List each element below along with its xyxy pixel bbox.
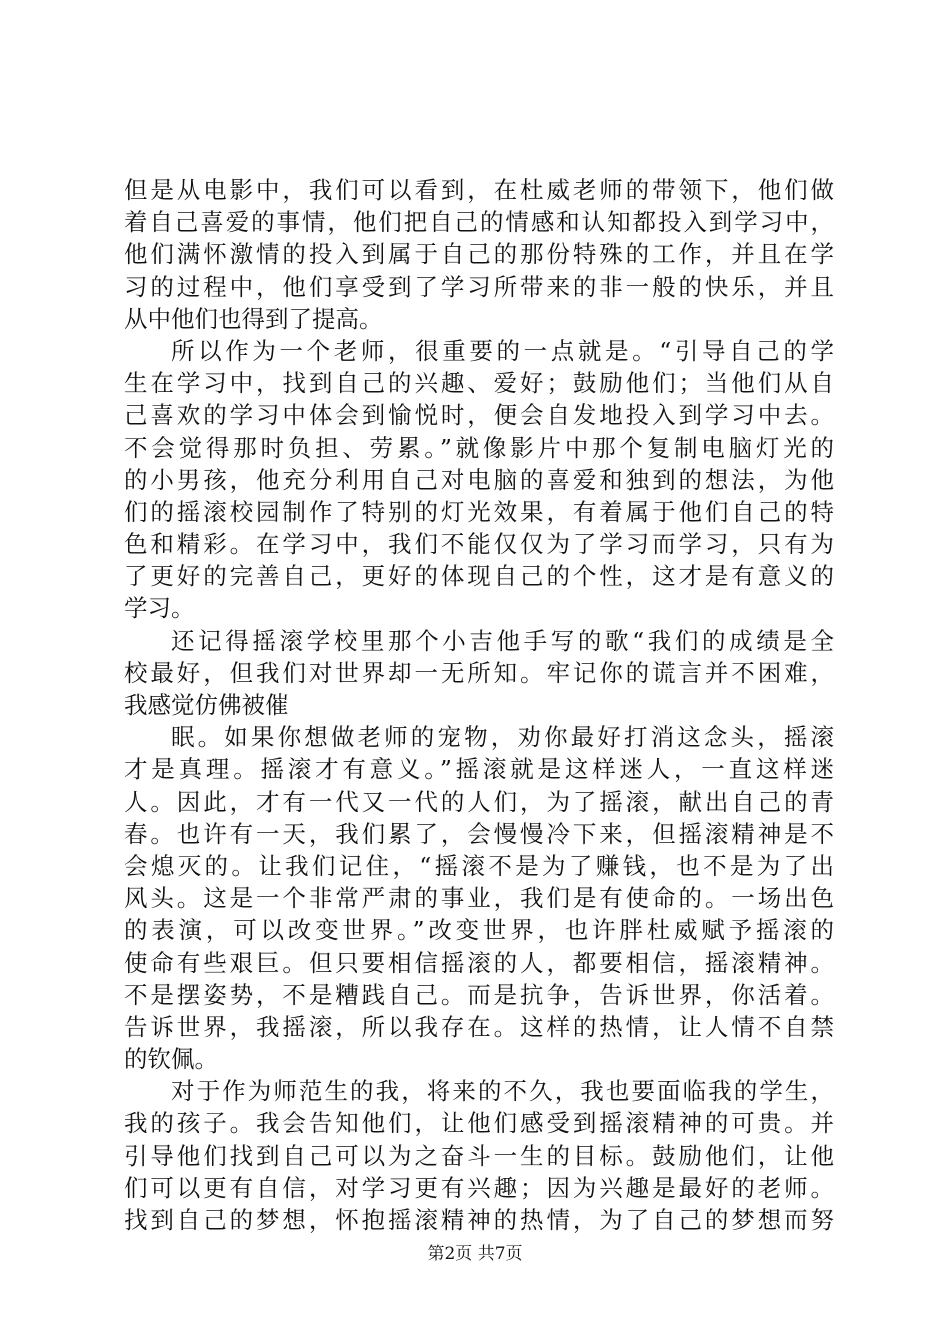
paragraph-first-line: 还记得摇滚学校里那个小吉他手写的歌“我们的成绩是全: [171, 626, 834, 655]
text-line: 的小男孩，他充分利用自己对电脑的喜爱和独到的想法，为他: [124, 465, 834, 494]
text-line: 的钦佩。: [124, 1045, 218, 1074]
text-line: 他们满怀激情的投入到属于自己的那份特殊的工作，并且在学: [124, 240, 834, 269]
paragraph-first-line: 眠。如果你想做老师的宠物，劝你最好打消这念头，摇滚: [171, 723, 834, 752]
text-line: 人。因此，才有一代又一代的人们，为了摇滚，献出自己的青: [124, 787, 834, 816]
text-line: 风头。这是一个非常严肃的事业，我们是有使命的。一场出色: [124, 884, 834, 913]
text-line: 引导他们找到自己可以为之奋斗一生的目标。鼓励他们，让他: [124, 1141, 834, 1170]
text-line: 们可以更有自信，对学习更有兴趣；因为兴趣是最好的老师。: [124, 1173, 834, 1202]
text-line: 但是从电影中，我们可以看到，在杜威老师的带领下，他们做: [124, 176, 834, 204]
text-line: 告诉世界，我摇滚，所以我存在。这样的热情，让人情不自禁: [124, 1012, 834, 1041]
text-line: 色和精彩。在学习中，我们不能仅仅为了学习而学习，只有为: [124, 530, 834, 559]
text-line: 的表演，可以改变世界。”改变世界，也许胖杜威赋予摇滚的: [124, 916, 834, 945]
text-line: 春。也许有一天，我们累了，会慢慢冷下来，但摇滚精神是不: [124, 819, 834, 848]
text-line: 会熄灭的。让我们记住，“摇滚不是为了赚钱，也不是为了出: [124, 851, 834, 880]
text-line: 我的孩子。我会告知他们，让他们感受到摇滚精神的可贵。并: [124, 1109, 834, 1138]
text-line: 从中他们也得到了提高。: [124, 304, 383, 333]
text-line: 校最好，但我们对世界却一无所知。牢记你的谎言并不困难，: [124, 658, 834, 687]
page-number-footer: 第2页 共7页: [427, 1244, 523, 1264]
body-text: [124, 174, 834, 1236]
text-line: 我感觉仿佛被催: [124, 691, 289, 719]
text-line: 己喜欢的学习中体会到愉悦时，便会自发地投入到学习中去。: [124, 401, 834, 430]
text-line: 不是摆姿势，不是糟践自己。而是抗争，告诉世界，你活着。: [124, 980, 834, 1009]
text-line: 找到自己的梦想，怀抱摇滚精神的热情，为了自己的梦想而努: [124, 1206, 834, 1234]
text-line: 才是真理。摇滚才有意义。”摇滚就是这样迷人，一直这样迷: [124, 755, 834, 784]
text-line: 着自己喜爱的事情，他们把自己的情感和认知都投入到学习中，: [124, 208, 834, 237]
text-line: 生在学习中，找到自己的兴趣、爱好；鼓励他们；当他们从自: [124, 369, 834, 398]
text-line: 学习。: [124, 594, 195, 623]
text-line: 了更好的完善自己，更好的体现自己的个性，这才是有意义的: [124, 562, 834, 591]
text-line: 习的过程中，他们享受到了学习所带来的非一般的快乐，并且: [124, 272, 834, 301]
text-line: 使命有些艰巨。但只要相信摇滚的人，都要相信，摇滚精神。: [124, 948, 834, 977]
paragraph-first-line: 对于作为师范生的我，将来的不久，我也要面临我的学生，: [171, 1077, 834, 1106]
paragraph-first-line: 所以作为一个老师，很重要的一点就是。“引导自己的学: [171, 336, 834, 365]
text-line: 们的摇滚校园制作了特别的灯光效果，有着属于他们自己的特: [124, 497, 834, 526]
text-line: 不会觉得那时负担、劳累。”就像影片中那个复制电脑灯光的: [124, 433, 834, 462]
